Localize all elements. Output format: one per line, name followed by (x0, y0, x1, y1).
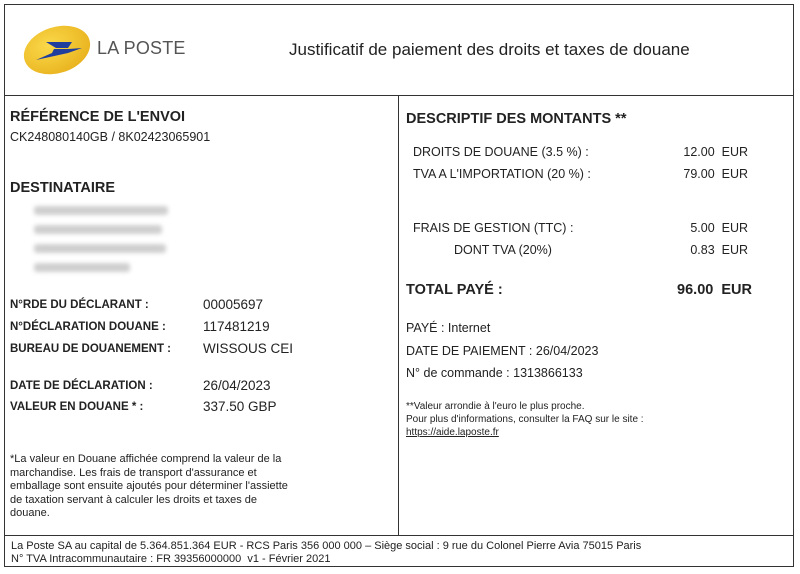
amount-value-tva: 79.00 EUR (683, 167, 748, 181)
right-column (398, 95, 794, 536)
field-value-valeur: 337.50 GBP (203, 399, 277, 414)
amount-value-droits: 12.00 EUR (683, 145, 748, 159)
order-number: N° de commande : 1313866133 (406, 366, 583, 380)
legal-footer (4, 535, 794, 567)
total-value: 96.00 EUR (677, 282, 752, 298)
rounding-note: **Valeur arrondie à l'euro le plus proche. (406, 401, 585, 412)
amount-value-dont-tva: 0.83 EUR (690, 243, 748, 257)
payment-date: DATE DE PAIEMENT : 26/04/2023 (406, 344, 599, 358)
amount-label-droits: DROITS DE DOUANE (3.5 %) : (413, 145, 589, 159)
field-value-rde: 00005697 (203, 297, 264, 312)
document-title: Justificatif de paiement des droits et taxes de douane (289, 40, 690, 59)
recipient-title: DESTINATAIRE (10, 180, 115, 196)
field-label-bureau: BUREAU DE DOUANEMENT : (10, 343, 171, 355)
field-value-declaration: 117481219 (203, 319, 270, 334)
faq-link[interactable]: https://aide.laposte.fr (406, 427, 499, 438)
footer-line-company: La Poste SA au capital de 5.364.851.364 EUR - RCS Paris 356 000 000 – Siège social : 9 rue du Colonel Pierre Avia 75015 Paris (11, 540, 642, 552)
field-label-valeur: VALEUR EN DOUANE * : (10, 401, 144, 413)
field-label-declaration: N°DÉCLARATION DOUANE : (10, 321, 166, 333)
customs-value-footnote: *La valeur en Douane affichée comprend la valeur de la marchandise. Les frais de transport d'assurance et emballage sont ensuite ajoutés pour déterminer l'assiette de taxation servant à calculer les droits et taxes de douane. (10, 453, 288, 519)
reference-title: RÉFÉRENCE DE L'ENVOI (10, 109, 186, 125)
recipient-line-redacted (34, 244, 166, 253)
field-value-date: 26/04/2023 (203, 378, 271, 393)
recipient-line-redacted (34, 206, 168, 215)
recipient-line-redacted (34, 263, 130, 272)
total-label: TOTAL PAYÉ : (406, 282, 503, 298)
amounts-title: DESCRIPTIF DES MONTANTS ** (406, 111, 627, 127)
recipient-line-redacted (34, 225, 162, 234)
amount-value-frais: 5.00 EUR (690, 221, 748, 235)
reference-value: CK248080140GB / 8K02423065901 (10, 130, 211, 144)
amount-label-dont-tva: DONT TVA (20%) (454, 243, 552, 257)
field-label-date: DATE DE DÉCLARATION : (10, 380, 153, 392)
la-poste-logo-icon (22, 24, 92, 76)
amount-label-frais: FRAIS DE GESTION (TTC) : (413, 221, 574, 235)
footer-line-vat: N° TVA Intracommunautaire : FR 39356000000 v1 - Février 2021 (11, 553, 331, 565)
field-label-rde: N°RDE DU DÉCLARANT : (10, 299, 149, 311)
amount-label-tva: TVA A L'IMPORTATION (20 %) : (413, 167, 591, 181)
faq-note: Pour plus d'informations, consulter la FAQ sur le site : (406, 414, 644, 425)
field-value-bureau: WISSOUS CEI (203, 341, 294, 356)
paid-via: PAYÉ : Internet (406, 321, 491, 335)
logo-text: LA POSTE (97, 38, 186, 58)
